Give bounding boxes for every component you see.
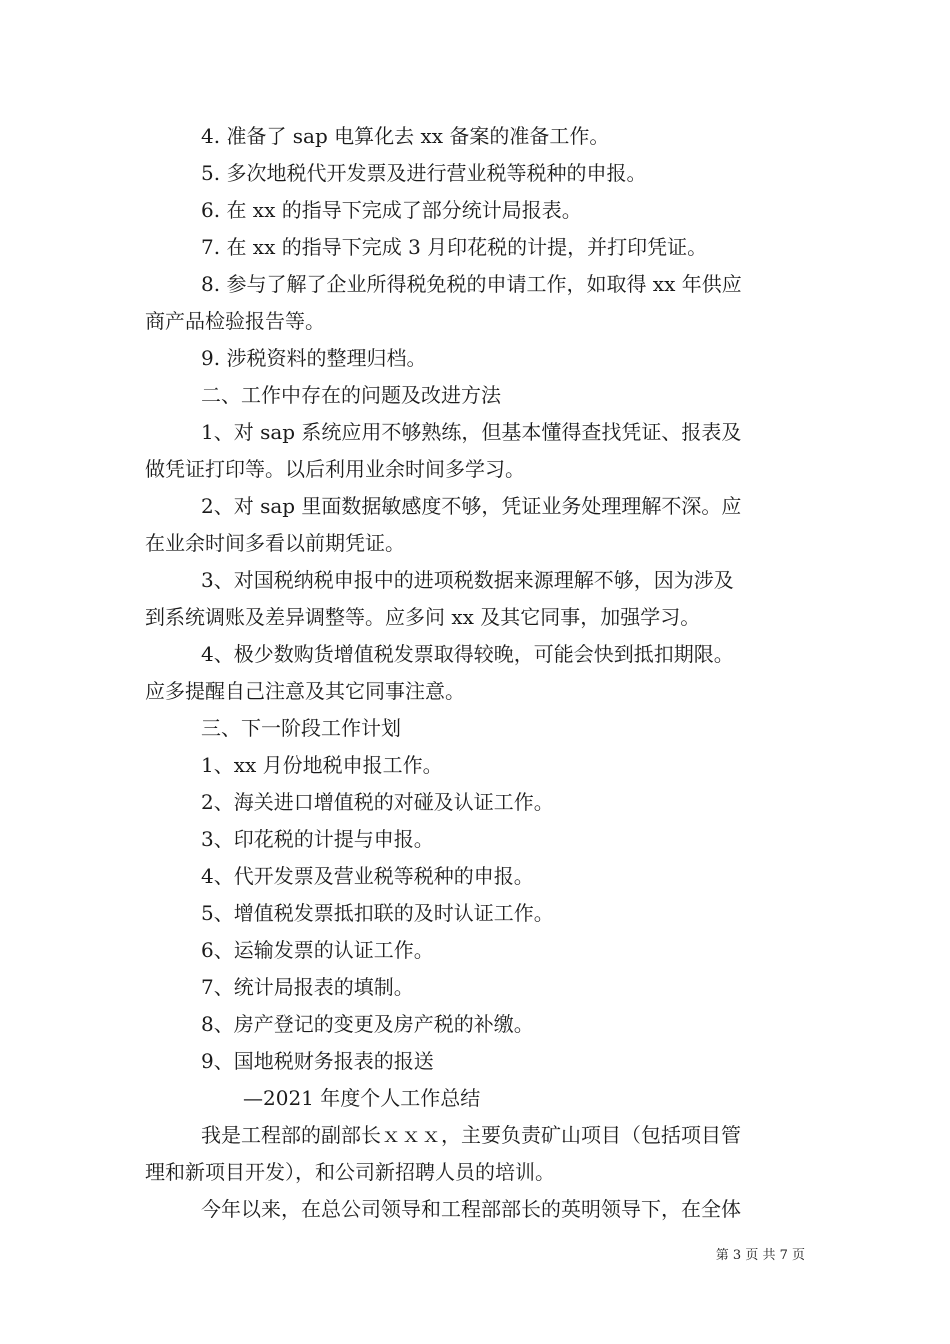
list-item: 8、房产登记的变更及房产税的补缴。 — [201, 1012, 534, 1036]
section-heading: 二、工作中存在的问题及改进方法 — [201, 383, 501, 407]
page-number-footer: 第 3 页 共 7 页 — [715, 1248, 805, 1263]
paragraph-line: 商产品检验报告等。 — [145, 309, 325, 333]
list-item: 5、增值税发票抵扣联的及时认证工作。 — [201, 901, 554, 925]
paragraph-line: 到系统调账及差异调整等。应多问 xx 及其它同事，加强学习。 — [145, 605, 701, 629]
paragraph-line: 8. 参与了解了企业所得税免税的申请工作，如取得 xx 年供应 — [201, 272, 742, 296]
paragraph-line: 我是工程部的副部长ｘｘｘ，主要负责矿山项目（包括项目管 — [201, 1123, 741, 1147]
paragraph-line: 9. 涉税资料的整理归档。 — [201, 346, 427, 370]
list-item: 2、海关进口增值税的对碰及认证工作。 — [201, 790, 554, 814]
list-item: 6、运输发票的认证工作。 — [201, 938, 434, 962]
paragraph-line: 在业余时间多看以前期凭证。 — [145, 531, 405, 555]
paragraph-line: 6. 在 xx 的指导下完成了部分统计局报表。 — [201, 198, 582, 222]
list-item: 1、xx 月份地税申报工作。 — [201, 753, 443, 777]
paragraph-line: 4、极少数购货增值税发票取得较晚，可能会快到抵扣期限。 — [201, 642, 734, 666]
paragraph-line: 3、对国税纳税申报中的进项税数据来源理解不够，因为涉及 — [201, 568, 734, 592]
paragraph-line: 4. 准备了 sap 电算化去 xx 备案的准备工作。 — [201, 124, 610, 148]
paragraph-line: 理和新项目开发），和公司新招聘人员的培训。 — [145, 1160, 555, 1184]
document-body — [145, 118, 810, 1228]
list-item: 7、统计局报表的填制。 — [201, 975, 414, 999]
paragraph-line: 应多提醒自己注意及其它同事注意。 — [145, 679, 465, 703]
paragraph-line: 7. 在 xx 的指导下完成 3 月印花税的计提，并打印凭证。 — [201, 235, 708, 259]
list-item: 3、印花税的计提与申报。 — [201, 827, 434, 851]
document-title: —2021 年度个人工作总结 — [243, 1086, 481, 1110]
paragraph-line: 2、对 sap 里面数据敏感度不够，凭证业务处理理解不深。应 — [201, 494, 742, 518]
paragraph-line: 做凭证打印等。以后利用业余时间多学习。 — [145, 457, 525, 481]
paragraph-line: 1、对 sap 系统应用不够熟练，但基本懂得查找凭证、报表及 — [201, 420, 742, 444]
list-item: 4、代开发票及营业税等税种的申报。 — [201, 864, 534, 888]
section-heading: 三、下一阶段工作计划 — [201, 716, 401, 740]
list-item: 9、国地税财务报表的报送 — [201, 1049, 434, 1073]
paragraph-line: 5. 多次地税代开发票及进行营业税等税种的申报。 — [201, 161, 647, 185]
paragraph-line: 今年以来，在总公司领导和工程部部长的英明领导下，在全体 — [201, 1197, 741, 1221]
